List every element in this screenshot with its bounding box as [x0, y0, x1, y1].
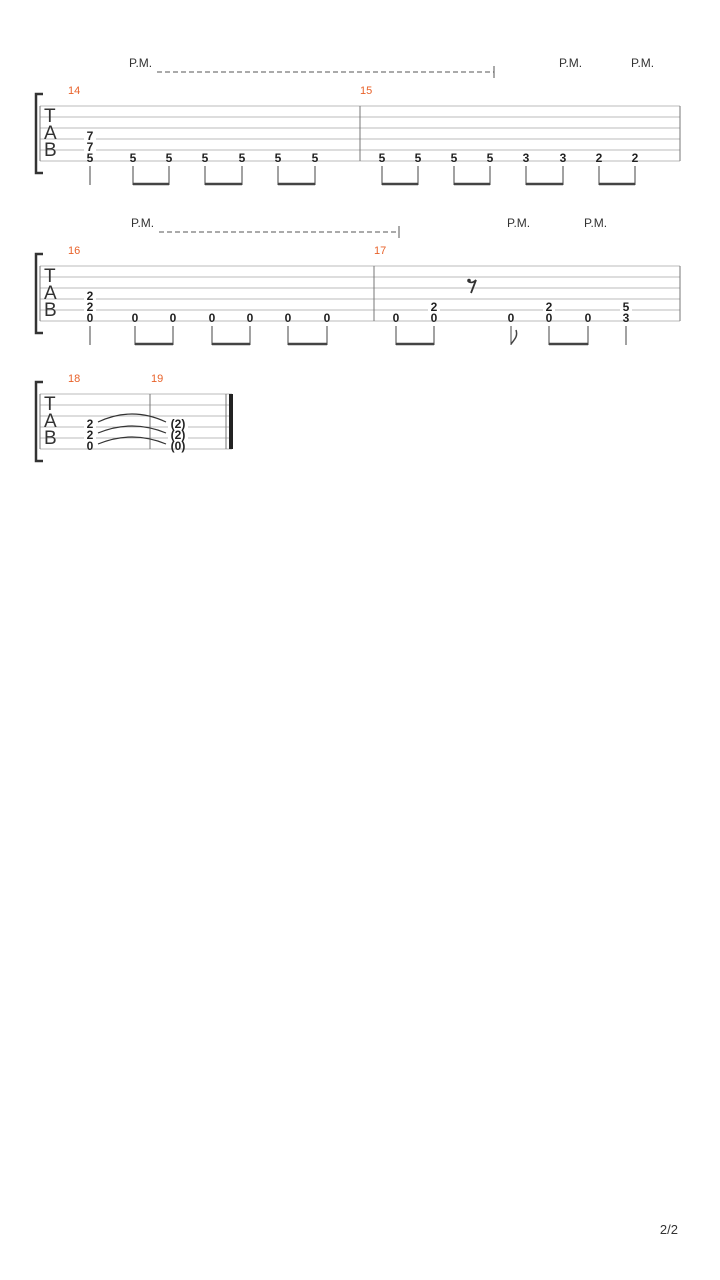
fret-number: 0 — [584, 311, 592, 325]
tab-clef-a: A — [44, 411, 57, 432]
fret-number: 0 — [208, 311, 216, 325]
fret-number: 5 — [129, 151, 137, 165]
fret-number: 0 — [323, 311, 331, 325]
fret-number: 0 — [86, 439, 94, 453]
rhythm-stems — [90, 166, 635, 185]
fret-number: 2 — [86, 428, 94, 442]
tab-clef-b: B — [44, 140, 57, 161]
eighth-rest-dot — [467, 279, 471, 283]
fret-number: 0 — [392, 311, 400, 325]
fret-number: 0 — [284, 311, 292, 325]
staff-lines — [40, 394, 232, 449]
palm-mute-label: P.M. — [507, 216, 531, 230]
fret-number: 5 — [238, 151, 246, 165]
fret-number: 5 — [486, 151, 494, 165]
fret-number: 2 — [86, 300, 94, 314]
fret-number: 5 — [165, 151, 173, 165]
tab-clef-a: A — [44, 283, 57, 304]
fret-number: 2 — [86, 289, 94, 303]
tied-fret-number: (2) — [170, 428, 186, 442]
system-2 — [36, 216, 680, 345]
palm-mute-label: P.M. — [129, 56, 153, 70]
fret-number: 0 — [430, 311, 438, 325]
eighth-flag-icon — [511, 330, 517, 344]
fret-number: 0 — [246, 311, 254, 325]
tab-clef-b: B — [44, 428, 57, 449]
measure-number: 19 — [151, 373, 164, 385]
tab-clef-a: A — [44, 123, 57, 144]
fret-number: 3 — [522, 151, 530, 165]
fret-number: 3 — [622, 311, 630, 325]
measure-number: 17 — [374, 245, 387, 257]
measure-number: 15 — [360, 85, 373, 97]
tied-fret-number: (0) — [170, 439, 186, 453]
system-3 — [36, 373, 233, 461]
fret-number: 2 — [430, 300, 438, 314]
fret-number: 7 — [86, 129, 94, 143]
fret-number: 2 — [595, 151, 603, 165]
rhythm-stems — [90, 326, 626, 345]
fret-number: 5 — [450, 151, 458, 165]
page-number: 2/2 — [659, 1222, 678, 1237]
tab-clef-t: T — [44, 266, 56, 287]
tie-arcs — [98, 414, 166, 444]
fret-number: 0 — [169, 311, 177, 325]
palm-mute-label: P.M. — [131, 216, 155, 230]
fret-number: 5 — [622, 300, 630, 314]
fret-number: 0 — [545, 311, 553, 325]
fret-number: 2 — [631, 151, 639, 165]
fret-number: 5 — [201, 151, 209, 165]
palm-mute-label: P.M. — [559, 56, 583, 70]
fret-number: 5 — [86, 151, 94, 165]
fret-number: 5 — [414, 151, 422, 165]
system-1 — [36, 56, 680, 185]
fret-number: 3 — [559, 151, 567, 165]
fret-number: 5 — [274, 151, 282, 165]
fret-number: 2 — [545, 300, 553, 314]
palm-mute-label: P.M. — [631, 56, 655, 70]
measure-number: 18 — [68, 373, 81, 385]
fret-number: 5 — [378, 151, 386, 165]
fret-number: 0 — [86, 311, 94, 325]
final-barline-thick — [229, 394, 233, 449]
measure-number: 14 — [68, 85, 81, 97]
tab-clef-b: B — [44, 300, 57, 321]
fret-number: 0 — [131, 311, 139, 325]
tab-clef-t: T — [44, 106, 56, 127]
fret-number: 7 — [86, 140, 94, 154]
fret-number: 0 — [507, 311, 515, 325]
tab-clef-t: T — [44, 394, 56, 415]
fret-number: 5 — [311, 151, 319, 165]
fret-number: 2 — [86, 417, 94, 431]
measure-number: 16 — [68, 245, 81, 257]
palm-mute-label: P.M. — [584, 216, 608, 230]
tied-fret-number: (2) — [170, 417, 186, 431]
